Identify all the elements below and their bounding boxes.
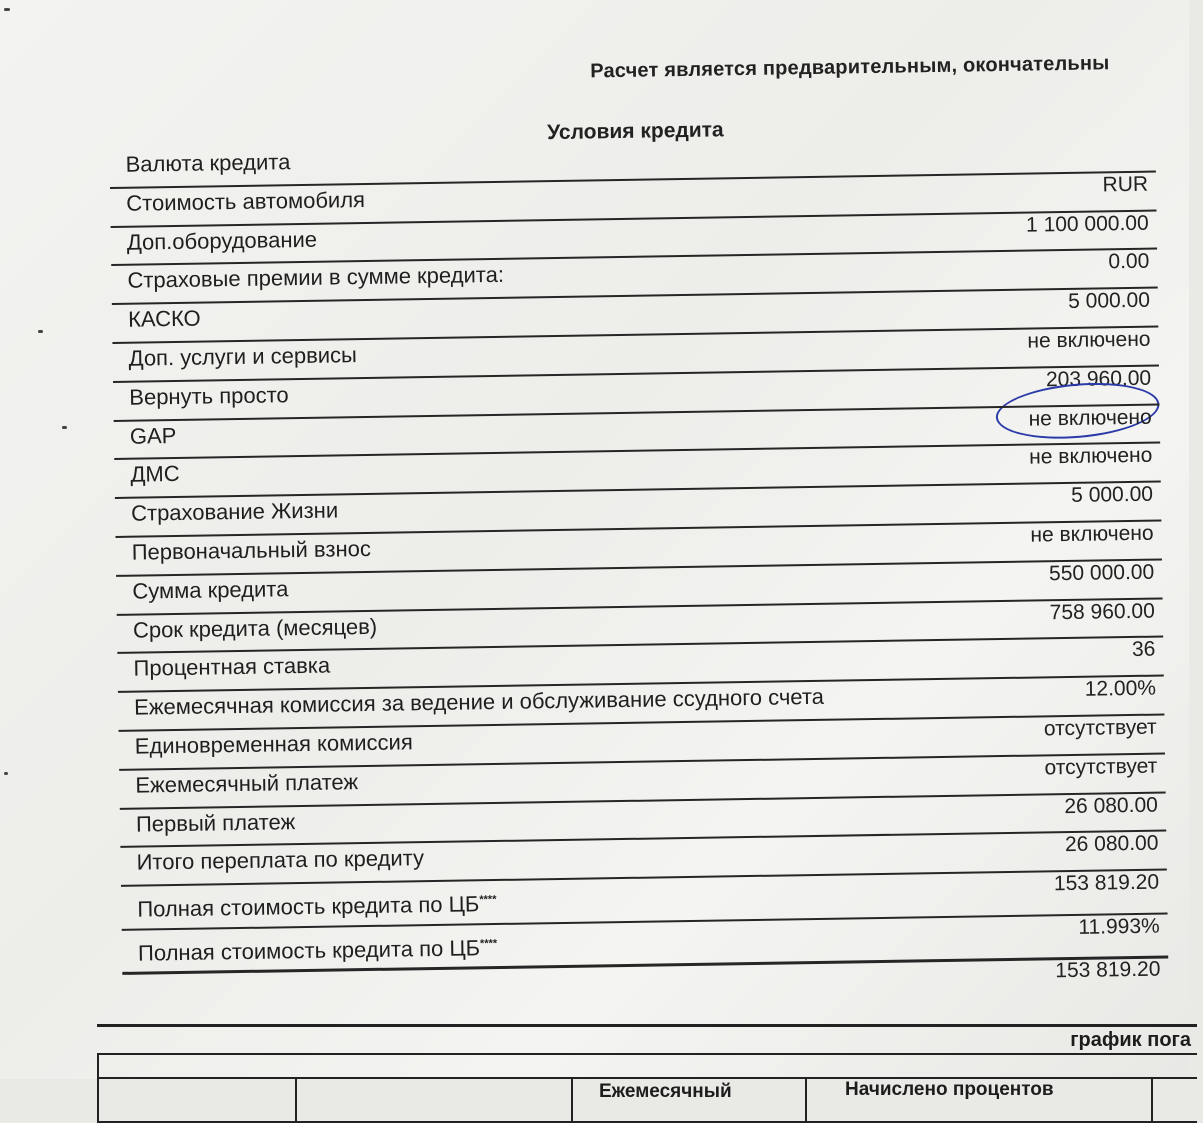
row-label: Итого переплата по кредиту [136, 845, 425, 875]
grid-divider [1151, 1077, 1153, 1121]
grid-divider [295, 1077, 297, 1121]
row-value: не включено [1028, 405, 1152, 431]
row-value: 550 000.00 [1048, 560, 1155, 586]
row-label: ДМС [130, 461, 180, 488]
column-header: Ежемесячный [599, 1081, 732, 1102]
row-label: Полная стоимость кредита по ЦБ [137, 891, 480, 922]
credit-terms-table [109, 134, 1168, 983]
row-label: Процентная ставка [133, 652, 331, 682]
row-label-with-footnote [137, 891, 497, 923]
row-value: не включено [1029, 444, 1153, 469]
paper-speck [4, 772, 8, 775]
row-value: 5 000.00 [1067, 288, 1151, 314]
row-value: 153 819.20 [1053, 870, 1160, 896]
row-label: КАСКО [127, 305, 201, 332]
row-label: Единовременная комиссия [134, 729, 413, 759]
row-label: Ежемесячная комиссия за ведение и обслуживание ссудного счета [133, 683, 825, 720]
row-value: 758 960.00 [1049, 599, 1155, 624]
row-label: GAP [129, 422, 177, 449]
column-header: Начислено процентов [845, 1079, 1054, 1100]
row-value: отсутствует [1044, 754, 1158, 780]
credit-terms-document [108, 43, 1188, 983]
row-value: 153 819.20 [1055, 957, 1161, 983]
row-value-highlighted: 203 960.00 [1045, 366, 1152, 392]
paper-speck [4, 8, 10, 11]
paper-speck [62, 426, 67, 429]
row-value: не включено [1030, 521, 1154, 547]
row-label-with-footnote [138, 935, 498, 967]
section-title: Условия кредита [547, 118, 724, 145]
row-value: 5 000.00 [1071, 482, 1154, 508]
row-label: Страховые премии в сумме кредита: [127, 262, 505, 294]
row-value: 26 080.00 [1064, 793, 1159, 818]
row-label: Страхование Жизни [130, 497, 339, 526]
grid-divider [805, 1077, 807, 1121]
row-label: Полная стоимость кредита по ЦБ [137, 935, 481, 966]
row-value: не включено [1027, 327, 1151, 353]
row-label: Валюта кредита [125, 149, 291, 177]
row-value: 36 [1131, 637, 1156, 662]
row-label: Ежемесячный платеж [135, 768, 359, 798]
row-label: Доп.оборудование [126, 226, 318, 255]
row-value: 1 100 000.00 [1025, 211, 1149, 237]
row-label: Первоначальный взнос [131, 535, 372, 565]
footnote-marker: **** [479, 893, 497, 907]
schedule-grid [97, 1053, 1197, 1123]
row-label: Доп. услуги и сервисы [128, 342, 358, 371]
row-label: Стоимость автомобиля [126, 186, 366, 216]
grid-divider [571, 1077, 573, 1121]
row-value: 0.00 [1108, 250, 1150, 274]
row-label: Первый платеж [135, 808, 296, 837]
row-label: Вернуть просто [129, 381, 289, 410]
payment-schedule-table [97, 1024, 1197, 1102]
paper-speck [38, 330, 43, 333]
row-value: 26 080.00 [1064, 831, 1159, 857]
disclaimer-heading: Расчет является предварительным, окончательны [590, 52, 1110, 83]
row-value: 12.00% [1084, 676, 1157, 701]
footnote-marker: **** [479, 937, 498, 951]
row-label: Срок кредита (месяцев) [132, 613, 378, 643]
row-label: Сумма кредита [132, 575, 289, 604]
row-value: отсутствует [1043, 715, 1157, 741]
row-value: RUR [1102, 172, 1149, 197]
schedule-title: график пога [1070, 1029, 1191, 1051]
row-value: 11.993% [1078, 914, 1160, 940]
